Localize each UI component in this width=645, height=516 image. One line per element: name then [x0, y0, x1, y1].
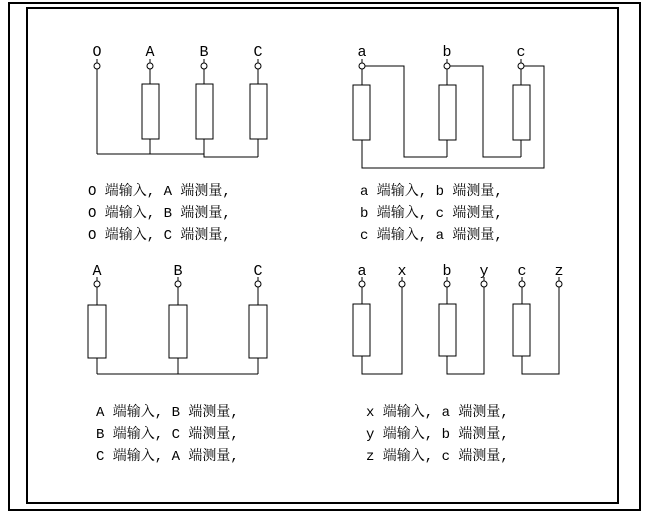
- terminal-circle: [255, 63, 261, 69]
- terminal-label: C: [253, 44, 263, 61]
- terminal-label: a: [357, 263, 367, 280]
- diagram-independent-windings: [353, 263, 564, 374]
- winding-symbol: [353, 85, 370, 140]
- terminal-circle: [444, 281, 450, 287]
- terminal-label: b: [442, 263, 452, 280]
- caption-block-star-with-neutral: [88, 181, 231, 247]
- caption-line: x 端输入, a 端测量,: [366, 405, 509, 421]
- terminal-circle: [94, 281, 100, 287]
- diagram-delta: [353, 44, 544, 168]
- caption-line: O 端输入, A 端测量,: [88, 184, 231, 200]
- caption-block-independent-windings: [366, 402, 509, 468]
- winding-symbol: [88, 305, 106, 358]
- terminal-circle: [399, 281, 405, 287]
- caption-block-delta: [360, 181, 503, 247]
- terminal-label: A: [92, 263, 102, 280]
- terminal-label: b: [442, 44, 452, 61]
- caption-block-star: [96, 402, 239, 468]
- terminal-circle: [255, 281, 261, 287]
- terminal-label: y: [479, 263, 489, 280]
- terminal-label: z: [554, 263, 564, 280]
- terminal-circle: [556, 281, 562, 287]
- terminal-label: c: [517, 263, 527, 280]
- winding-symbol: [353, 304, 370, 356]
- terminal-circle: [518, 63, 524, 69]
- terminal-circle: [147, 63, 153, 69]
- caption-line: z 端输入, c 端测量,: [366, 449, 509, 465]
- terminal-circle: [359, 63, 365, 69]
- diagram-star-with-neutral: [92, 44, 267, 157]
- caption-line: B 端输入, C 端测量,: [96, 427, 239, 443]
- terminal-circle: [94, 63, 100, 69]
- terminal-circle: [519, 281, 525, 287]
- winding-symbol: [196, 84, 213, 139]
- winding-symbol: [513, 85, 530, 140]
- wires: [97, 59, 258, 157]
- terminal-label: B: [199, 44, 209, 61]
- terminal-label: O: [92, 44, 102, 61]
- caption-line: A 端输入, B 端测量,: [96, 405, 239, 421]
- terminal-circle: [444, 63, 450, 69]
- caption-line: y 端输入, b 端测量,: [366, 427, 509, 443]
- diagram-star: [88, 263, 267, 374]
- terminal-circle: [359, 281, 365, 287]
- terminal-label: a: [357, 44, 367, 61]
- terminal-circle: [175, 281, 181, 287]
- winding-symbol: [169, 305, 187, 358]
- terminal-label: C: [253, 263, 263, 280]
- caption-line: c 端输入, a 端测量,: [360, 228, 503, 244]
- winding-symbol: [250, 84, 267, 139]
- terminal-label: c: [516, 44, 526, 61]
- terminal-circle: [481, 281, 487, 287]
- caption-line: O 端输入, C 端测量,: [88, 228, 231, 244]
- terminal-label: B: [173, 263, 183, 280]
- winding-symbol: [439, 85, 456, 140]
- winding-symbol: [513, 304, 530, 356]
- caption-line: C 端输入, A 端测量,: [96, 449, 239, 465]
- caption-line: b 端输入, c 端测量,: [360, 206, 503, 222]
- terminal-label: A: [145, 44, 155, 61]
- winding-symbol: [142, 84, 159, 139]
- caption-line: O 端输入, B 端测量,: [88, 206, 231, 222]
- winding-symbol: [249, 305, 267, 358]
- caption-line: a 端输入, b 端测量,: [360, 184, 503, 200]
- winding-symbol: [439, 304, 456, 356]
- terminal-circle: [201, 63, 207, 69]
- terminal-label: x: [397, 263, 407, 280]
